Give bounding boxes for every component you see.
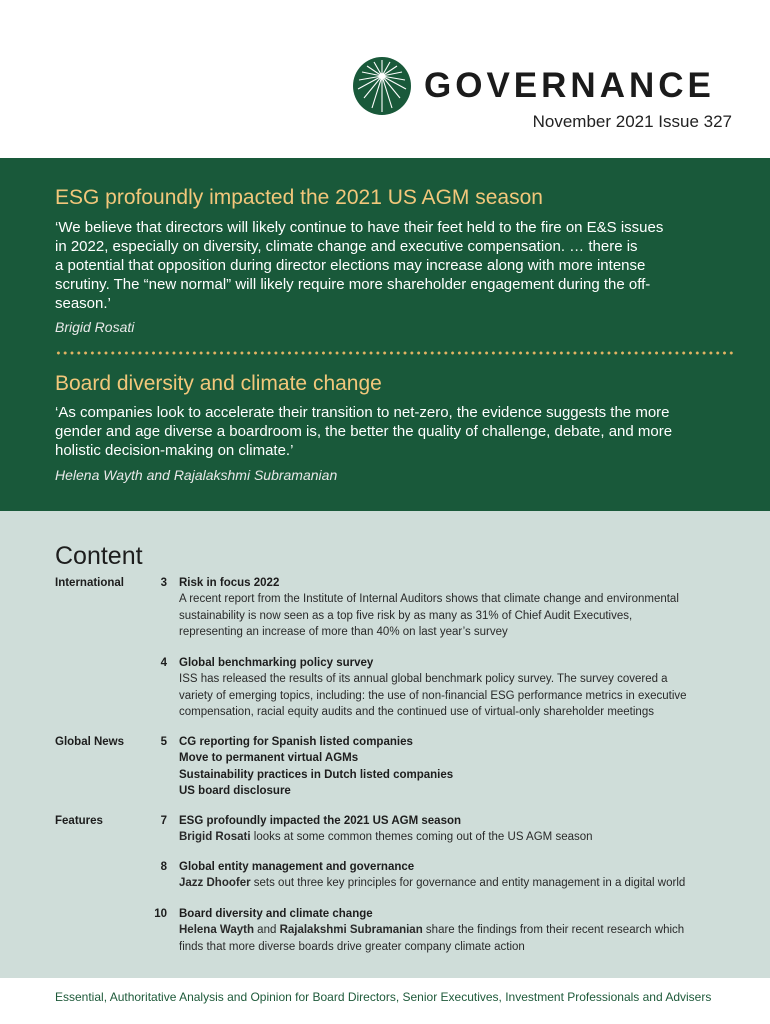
highlight-title: ESG profoundly impacted the 2021 US AGM season [55,186,543,209]
brand-name: GOVERNANCE [424,66,715,105]
toc-category: Features [55,815,103,827]
toc-category: Global News [55,736,125,748]
masthead [0,0,770,158]
highlight-quote: ‘We believe that directors will likely continue to have their feet held to the fire on E&S issues in 2022, especially on diversity, climate change and executive compensation. … there is a potential that opposition during director elections may increase along with more intense scrutiny. The “new normal” will likely require more shareholder engagement during the off- season.’ [55,219,664,312]
footer-tagline: Essential, Authoritative Analysis and Opinion for Board Directors, Senior Executives, Investment Professionals and Advisers [55,990,712,1004]
table-of-contents [0,511,770,978]
footer [0,978,770,1024]
starburst-logo-icon [352,56,412,116]
toc-page-number: 5 [160,736,167,748]
toc-entry[interactable]: Board diversity and climate change Helena Wayth and Rajalakshmi Subramanian share the findings from their recent research which finds that more diverse boards drive greater company climate action [179,908,685,953]
toc-category: International [55,577,125,589]
toc-page-number: 7 [160,815,167,827]
toc-entry[interactable]: CG reporting for Spanish listed companies Move to permanent virtual AGMs Sustainability practices in Dutch listed companies US board disclosure [179,736,454,797]
highlight-author: Helena Wayth and Rajalakshmi Subramanian [55,467,338,483]
highlights-band [0,158,770,511]
issue-date: November 2021 Issue 327 [532,112,732,131]
toc-page-number: 8 [160,861,167,873]
toc-page-number: 10 [154,908,167,920]
contents-heading: Content [55,542,143,570]
toc-entry[interactable]: Global entity management and governance Jazz Dhoofer sets out three key principles for governance and entity management in a digital world [179,861,686,890]
toc-entry[interactable]: ESG profoundly impacted the 2021 US AGM season Brigid Rosati looks at some common themes coming out of the US AGM season [179,815,593,844]
toc-page-number: 4 [160,657,167,669]
highlight-author: Brigid Rosati [55,319,135,335]
highlight-title: Board diversity and climate change [55,372,382,395]
highlight-quote: ‘As companies look to accelerate their transition to net-zero, the evidence suggests the more gender and age diverse a boardroom is, the better the quality of challenge, debate, and more holistic decision-making on climate.’ [55,404,673,459]
toc-entry[interactable]: Global benchmarking policy survey ISS has released the results of its annual global benchmark policy survey. The survey covered a variety of emerging topics, including: the use of non-financial ESG performance metrics in executive compensation, racial equity audits and the continued use of virtual-only shareholder meetings [179,657,687,718]
toc-entry[interactable]: Risk in focus 2022 A recent report from the Institute of Internal Auditors shows that climate change and environmental sustainability is now seen as a top five risk by as many as 31% of Chief Audit Executives, representing an increase of more than 40% on last year’s survey [179,577,679,638]
toc-page-number: 3 [160,577,167,589]
dotted-divider [55,351,735,355]
